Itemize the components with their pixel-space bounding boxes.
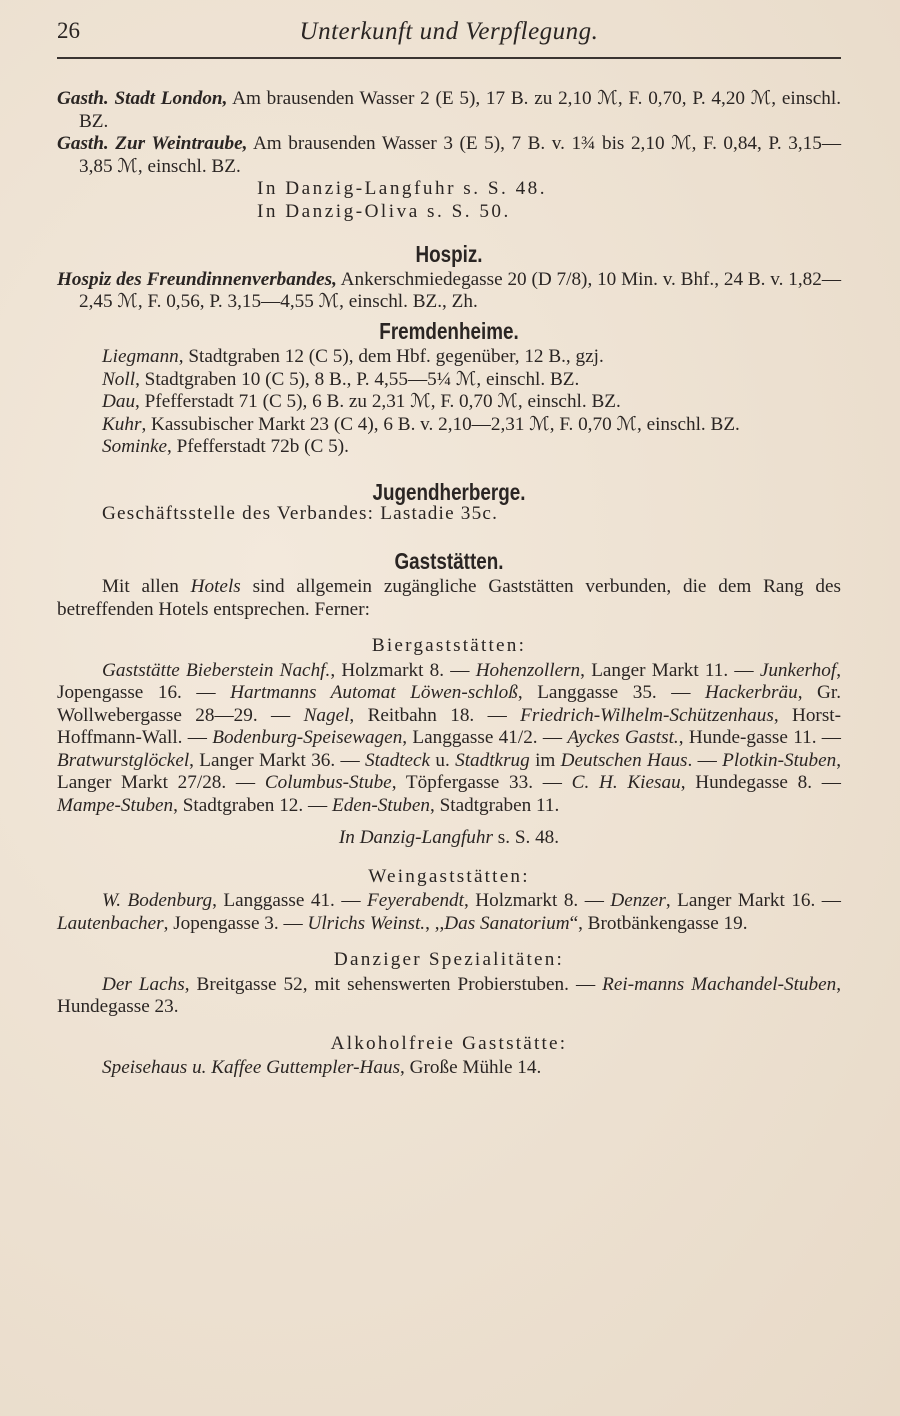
venue-address: , Horst-Hoffmann-Wall. — — [57, 704, 842, 748]
venue-address: , Langer Markt 11. — — [580, 659, 760, 681]
heading-alkoholfrei: Alkoholfreie Gaststätte: — [330, 1032, 568, 1054]
venue-name: Lautenbacher — [57, 912, 164, 934]
venue-name: Der Lachs — [102, 973, 185, 995]
venue-name: Bodenburg-Speisewagen — [212, 727, 403, 748]
venue-address: , Langgasse 41. — — [212, 890, 368, 911]
venue-address: , Töpfergasse 33. — — [391, 772, 572, 793]
venue-address: , ,, — [425, 912, 445, 934]
weingaststaetten-list — [57, 890, 841, 935]
venue-name: Das Sanatorium — [444, 912, 570, 934]
venue-name: Gaststätte Bieberstein Nachf. — [102, 659, 331, 681]
venue-name: Friedrich-Wilhelm-Schützenhaus — [520, 704, 774, 726]
venue-name: Feyerabendt — [367, 890, 464, 911]
venue-name: Deutschen Haus — [560, 749, 688, 771]
bier-ref-langfuhr: In Danzig-Langfuhr s. S. 48. — [338, 827, 560, 848]
venue-address: , Stadtgraben 11. — [430, 794, 560, 816]
venue-address: , Breitgasse 52, mit sehenswerten Probierstuben. — — [184, 973, 603, 995]
venue-name: Stadtkrug — [455, 749, 530, 771]
venue-address: , Langgasse 41/2. — — [402, 727, 568, 748]
venue-name: W. Bodenburg — [102, 890, 213, 911]
venue-name: Hohenzollern — [475, 659, 581, 681]
venue-name: Rei-manns Machandel-Stuben — [602, 973, 837, 995]
entry-stadt-london: Gasth. Stadt London, Am brausenden Wasser 2 (E 5), 17 B. zu 2,10 ℳ, F. 0,70, P. 4,20 ℳ, einschl. BZ. — [57, 88, 841, 132]
page-body — [57, 88, 841, 1080]
venue-name: Ulrichs Weinst. — [307, 912, 426, 934]
header-rule — [57, 57, 841, 59]
venue-address: , Holzmarkt 8. — — [330, 659, 476, 681]
spezialitaeten-list — [57, 974, 841, 1019]
entry-hospiz: Hospiz des Freundinnenverbandes, Ankerschmiedegasse 20 (D 7/8), 10 Min. v. Bhf., 24 B. v. 1,82—2,45 ℳ, F. 0,56, P. 3,15—4,55 ℳ, einschl. BZ., Zh. — [57, 268, 842, 312]
venue-address: , Hunde-gasse 11. — — [678, 727, 841, 748]
heading-fremdenheime: Fremdenheime. — [379, 317, 519, 344]
list-item: Sominke, Pfefferstadt 72b (C 5). — [102, 436, 349, 457]
jugendherberge-text: Geschäftsstelle des Verbandes: Lastadie 35c. — [102, 503, 499, 524]
venue-name: Bratwurstglöckel — [57, 749, 190, 771]
heading-spezialitaeten: Danziger Spezialitäten: — [333, 949, 565, 970]
venue-address: im — [529, 749, 561, 771]
list-item: Noll, Stadtgraben 10 (C 5), 8 B., P. 4,55—5¼ ℳ, einschl. BZ. — [102, 368, 580, 390]
venue-address: , Langer Markt 36. — — [189, 749, 366, 771]
running-title: Unterkunft und Verpflegung. — [299, 18, 599, 45]
venue-name: Eden-Stuben — [331, 794, 431, 816]
heading-biergaststaetten: Biergaststätten: — [371, 635, 527, 656]
venue-name: Mampe-Stuben — [57, 794, 174, 816]
venue-name: Columbus-Stube — [264, 772, 392, 793]
venue-address: , Jopengasse 3. — — [163, 912, 308, 934]
heading-weingaststaetten: Weingaststätten: — [368, 865, 530, 887]
venue-address: , Langer Markt 27/28. — — [57, 749, 841, 793]
venue-name: Plotkin-Stuben — [722, 749, 837, 771]
heading-gaststaetten: Gaststätten. — [394, 547, 504, 574]
venue-address: , Langer Markt 16. — — [665, 890, 841, 911]
venue-address: , Stadtgraben 12. — — [173, 794, 332, 816]
venue-address: “, Brotbänkengasse 19. — [569, 912, 748, 934]
fremdenheime-list — [57, 346, 841, 459]
list-item: Dau, Pfefferstadt 71 (C 5), 6 B. zu 2,31 ℳ, F. 0,70 ℳ, einschl. BZ. — [102, 391, 621, 412]
venue-name: Hartmanns Automat Löwen-schloß — [230, 682, 518, 703]
ref-oliva: In Danzig-Oliva s. S. 50. — [257, 200, 511, 222]
venue-address: , Hundegasse 23. — [57, 973, 841, 1017]
venue-address: , Jopengasse 16. — — [57, 659, 841, 703]
venue-name: Nagel — [303, 704, 350, 726]
list-item: Liegmann, Stadtgraben 12 (C 5), dem Hbf. gegenüber, 12 B., gzj. — [102, 346, 604, 367]
venue-address: , Holzmarkt 8. — — [463, 890, 611, 911]
venue-address: , Reitbahn 18. — — [349, 704, 521, 726]
heading-jugendherberge: Jugendherberge. — [372, 478, 526, 505]
page-number: 26 — [57, 18, 80, 43]
venue-name: C. H. Kiesau — [571, 772, 681, 793]
entry-zur-weintraube: Gasth. Zur Weintraube, Am brausenden Wasser 3 (E 5), 7 B. v. 1¾ bis 2,10 ℳ, F. 0,84, P. 3,15—3,85 ℳ, einschl. BZ. — [57, 133, 842, 177]
biergaststaetten-list — [57, 660, 841, 818]
venue-name: Denzer — [610, 890, 666, 911]
venue-name: Junkerhof — [759, 659, 837, 681]
gaststaetten-intro: Mit allen Hotels sind allgemein zugängliche Gaststätten verbunden, die dem Rang des betreffenden Hotels entsprechen. Ferner: — [57, 576, 841, 620]
venue-name: Ayckes Gastst. — [567, 727, 679, 748]
venue-address: , Gr. Wollwebergasse 28—29. — — [57, 682, 842, 726]
venue-address: , Langgasse 35. — — [517, 682, 705, 703]
ref-langfuhr: In Danzig-Langfuhr s. S. 48. — [257, 178, 548, 199]
alkoholfrei-entry: Speisehaus u. Kaffee Guttempler-Haus, Große Mühle 14. — [102, 1057, 542, 1078]
heading-hospiz: Hospiz. — [415, 241, 483, 267]
venue-name: Hackerbräu — [704, 682, 798, 703]
venue-address: u. — [430, 749, 456, 771]
venue-address: . — — [687, 749, 723, 771]
list-item: Kuhr, Kassubischer Markt 23 (C 4), 6 B. v. 2,10—2,31 ℳ, F. 0,70 ℳ, einschl. BZ. — [102, 413, 740, 435]
venue-name: Stadteck — [365, 749, 431, 771]
venue-address: , Hundegasse 8. — — [680, 772, 841, 793]
page-header — [57, 12, 841, 56]
